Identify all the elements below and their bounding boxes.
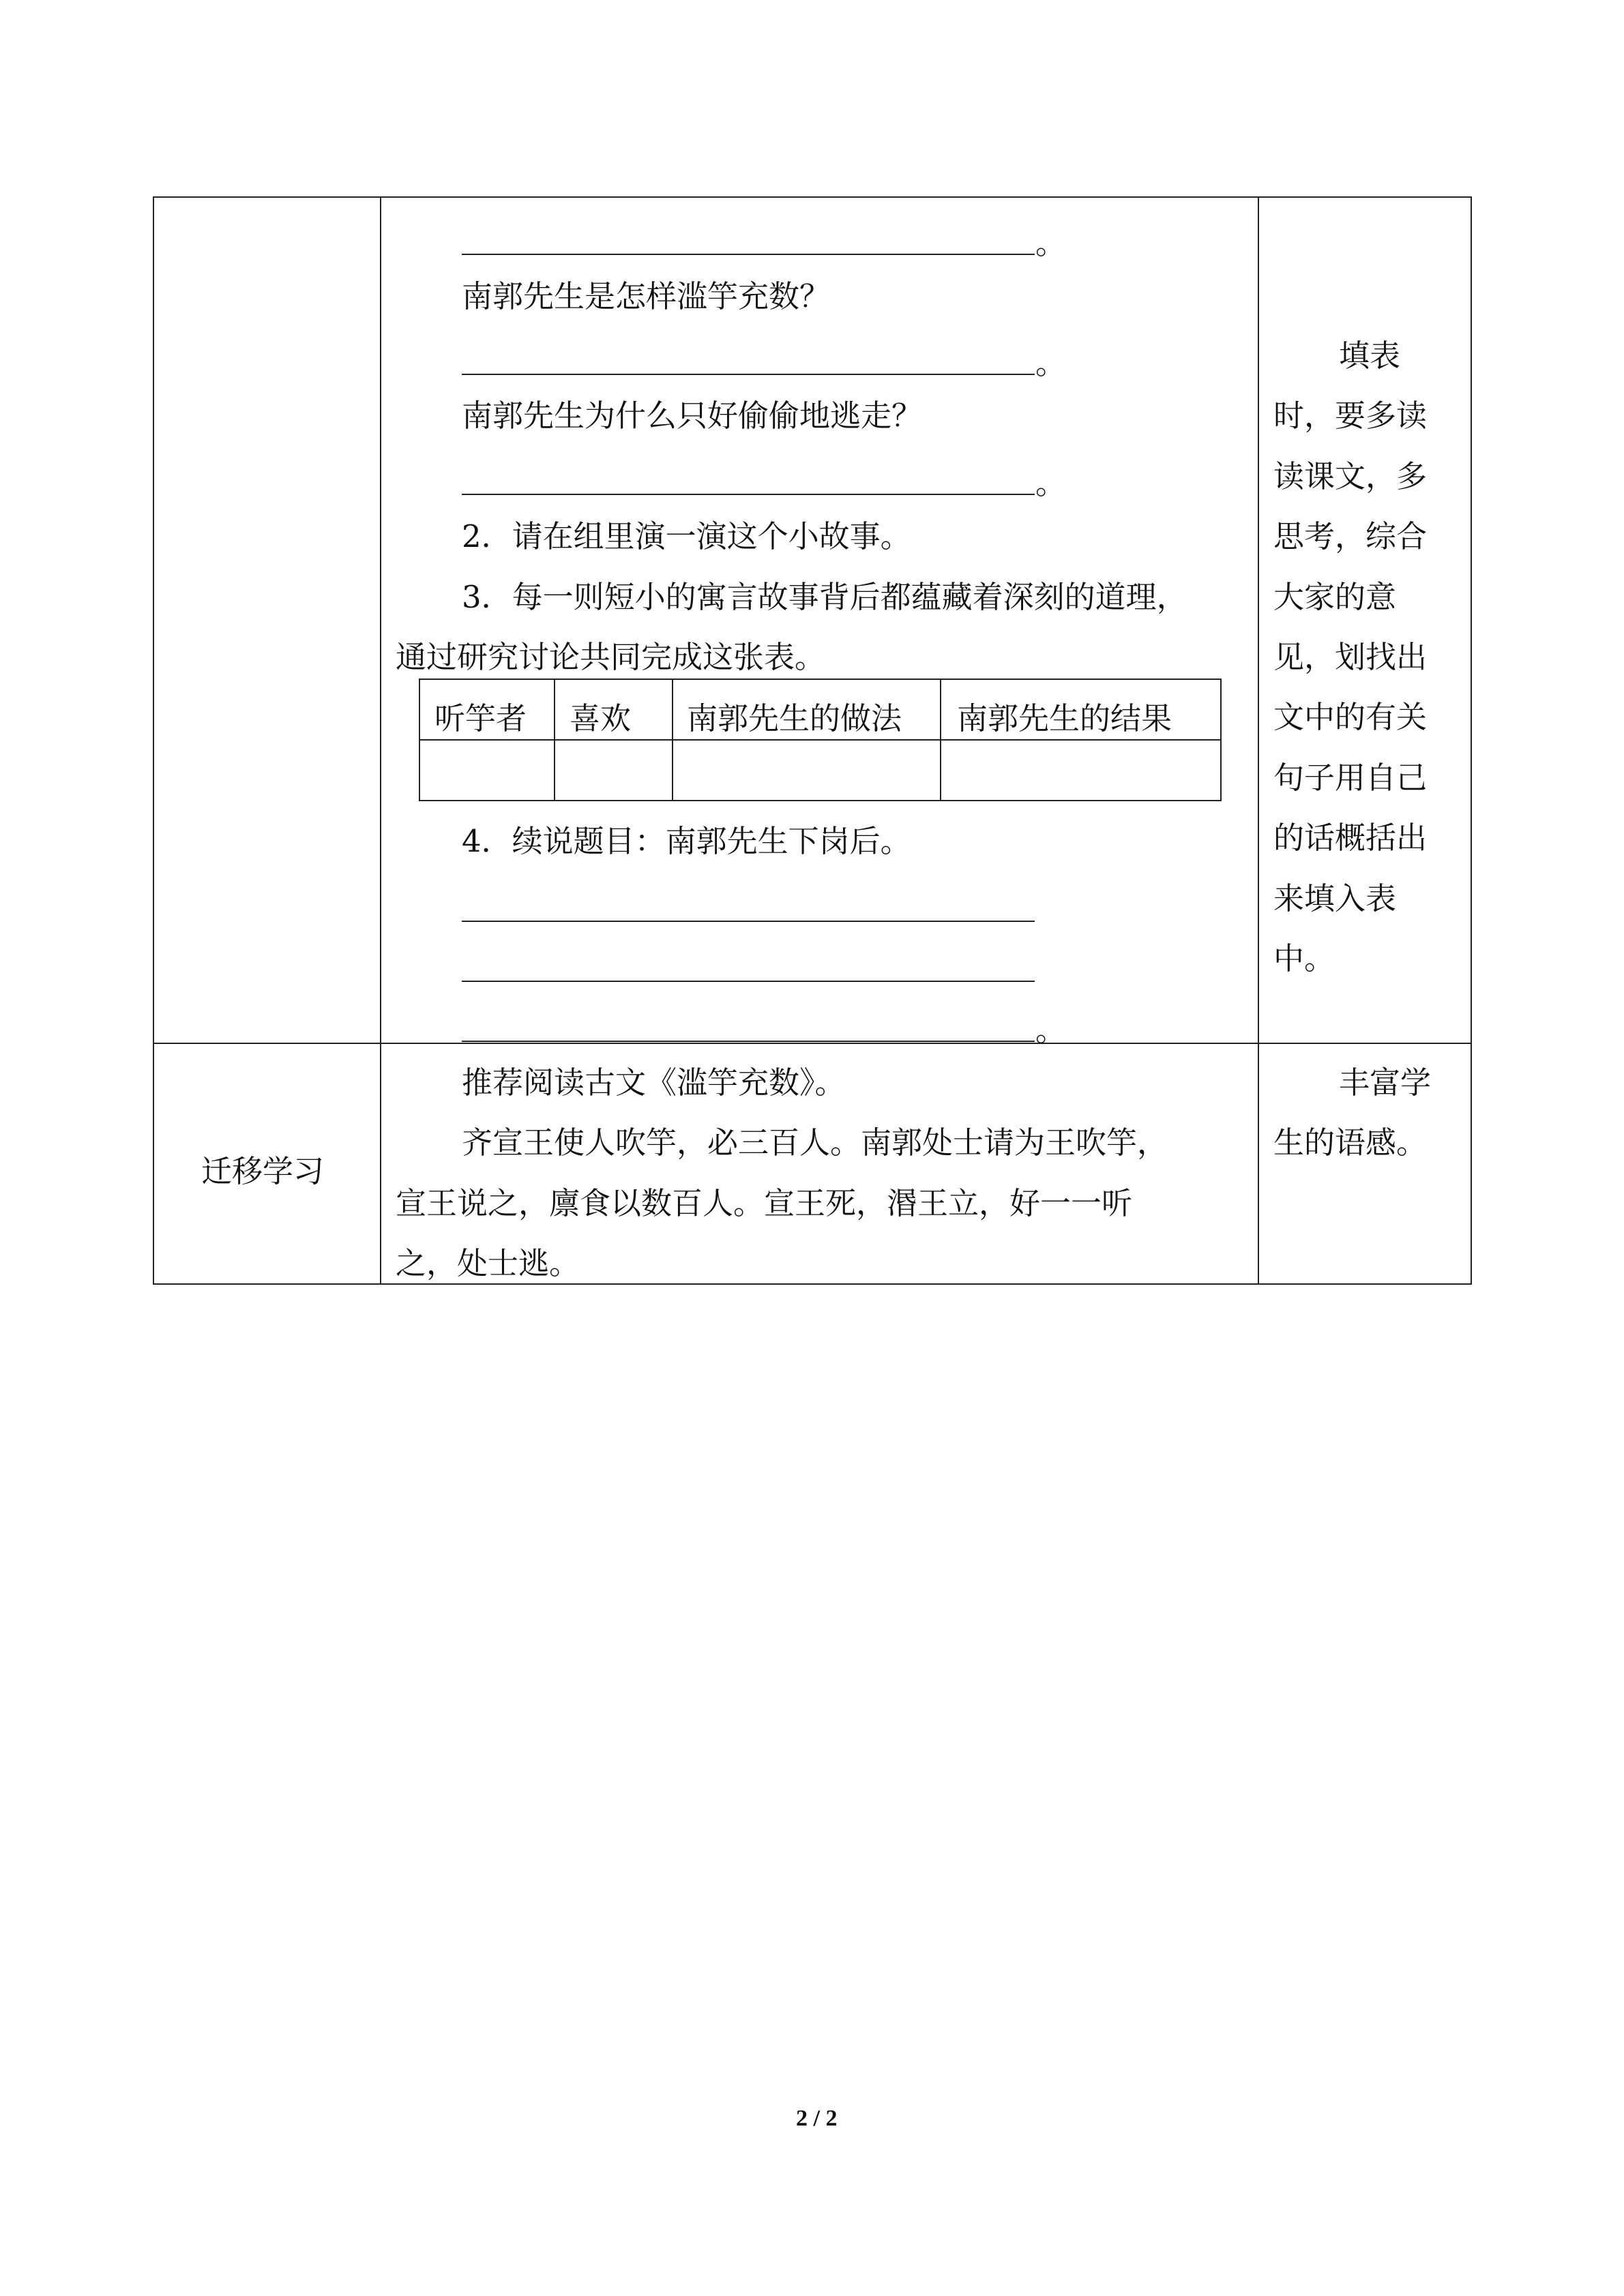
note-line: 中。: [1273, 940, 1335, 976]
task-text: 3．每一则短小的寓言故事背后都蕴藏着深刻的道理，: [462, 579, 1187, 615]
row-label: 迁移学习: [201, 1153, 325, 1189]
answer-blank: [462, 494, 1035, 495]
table-right-border: [1471, 196, 1472, 1285]
question-text: 南郭先生为什么只好偷偷地逃走？: [462, 398, 923, 434]
inner-table-line: [940, 679, 941, 801]
inner-table-line: [1220, 679, 1222, 801]
answer-blank: [462, 981, 1035, 982]
note-line: 句子用自己: [1273, 760, 1428, 796]
answer-blank: [462, 1041, 1035, 1042]
note-line: 的话概括出: [1273, 820, 1428, 856]
inner-table-header: 喜欢: [570, 700, 632, 736]
table-col-divider-2: [1258, 196, 1259, 1285]
blank-period: 。: [1035, 225, 1067, 261]
inner-table-line: [554, 679, 555, 801]
inner-table-header: 南郭先生的做法: [687, 700, 902, 736]
inner-table-line: [419, 679, 1221, 680]
task-text: 通过研究讨论共同完成这张表。: [396, 639, 826, 675]
answer-blank: [462, 254, 1035, 255]
inner-table-line: [419, 739, 1221, 741]
note-line: 读课文，多: [1273, 458, 1428, 494]
table-row-divider: [153, 1043, 1471, 1044]
table-top-border: [153, 196, 1471, 198]
note-line: 来填入表: [1273, 880, 1397, 916]
blank-period: 。: [1035, 465, 1067, 501]
note-line: 填表: [1339, 338, 1401, 374]
note-line: 生的语感。: [1273, 1124, 1428, 1161]
inner-table-line: [419, 800, 1221, 801]
answer-blank: [462, 921, 1035, 922]
note-line: 文中的有关: [1273, 699, 1428, 735]
note-line: 见，划找出: [1273, 639, 1428, 675]
note-line: 时，要多读: [1273, 398, 1428, 434]
note-line: 大家的意: [1273, 579, 1397, 615]
transfer-text: 之，处士逃。: [396, 1245, 580, 1281]
blank-period: 。: [1035, 1012, 1067, 1048]
note-line: 思考，综合: [1273, 518, 1428, 554]
transfer-text: 齐宣王使人吹竽，必三百人。南郭处士请为王吹竽，: [462, 1124, 1168, 1161]
transfer-text: 推荐阅读古文《滥竽充数》。: [462, 1064, 846, 1101]
inner-table-header: 听竽者: [434, 700, 527, 736]
question-text: 南郭先生是怎样滥竽充数？: [462, 278, 831, 314]
inner-table-line: [672, 679, 673, 801]
transfer-text: 宣王说之，廪食以数百人。宣王死，湣王立，好一一听: [396, 1185, 1133, 1221]
inner-table-line: [419, 679, 420, 801]
inner-table-header: 南郭先生的结果: [957, 700, 1172, 736]
page-number: 2 / 2: [796, 2106, 838, 2131]
task-text: 2．请在组里演一演这个小故事。: [462, 518, 911, 554]
blank-period: 。: [1035, 345, 1067, 381]
answer-blank: [462, 374, 1035, 375]
table-col-divider-1: [380, 196, 381, 1285]
task-text: 4．续说题目：南郭先生下岗后。: [462, 823, 911, 859]
note-line: 丰富学: [1339, 1064, 1432, 1101]
table-left-border: [153, 196, 154, 1285]
table-bottom-border: [153, 1283, 1471, 1285]
